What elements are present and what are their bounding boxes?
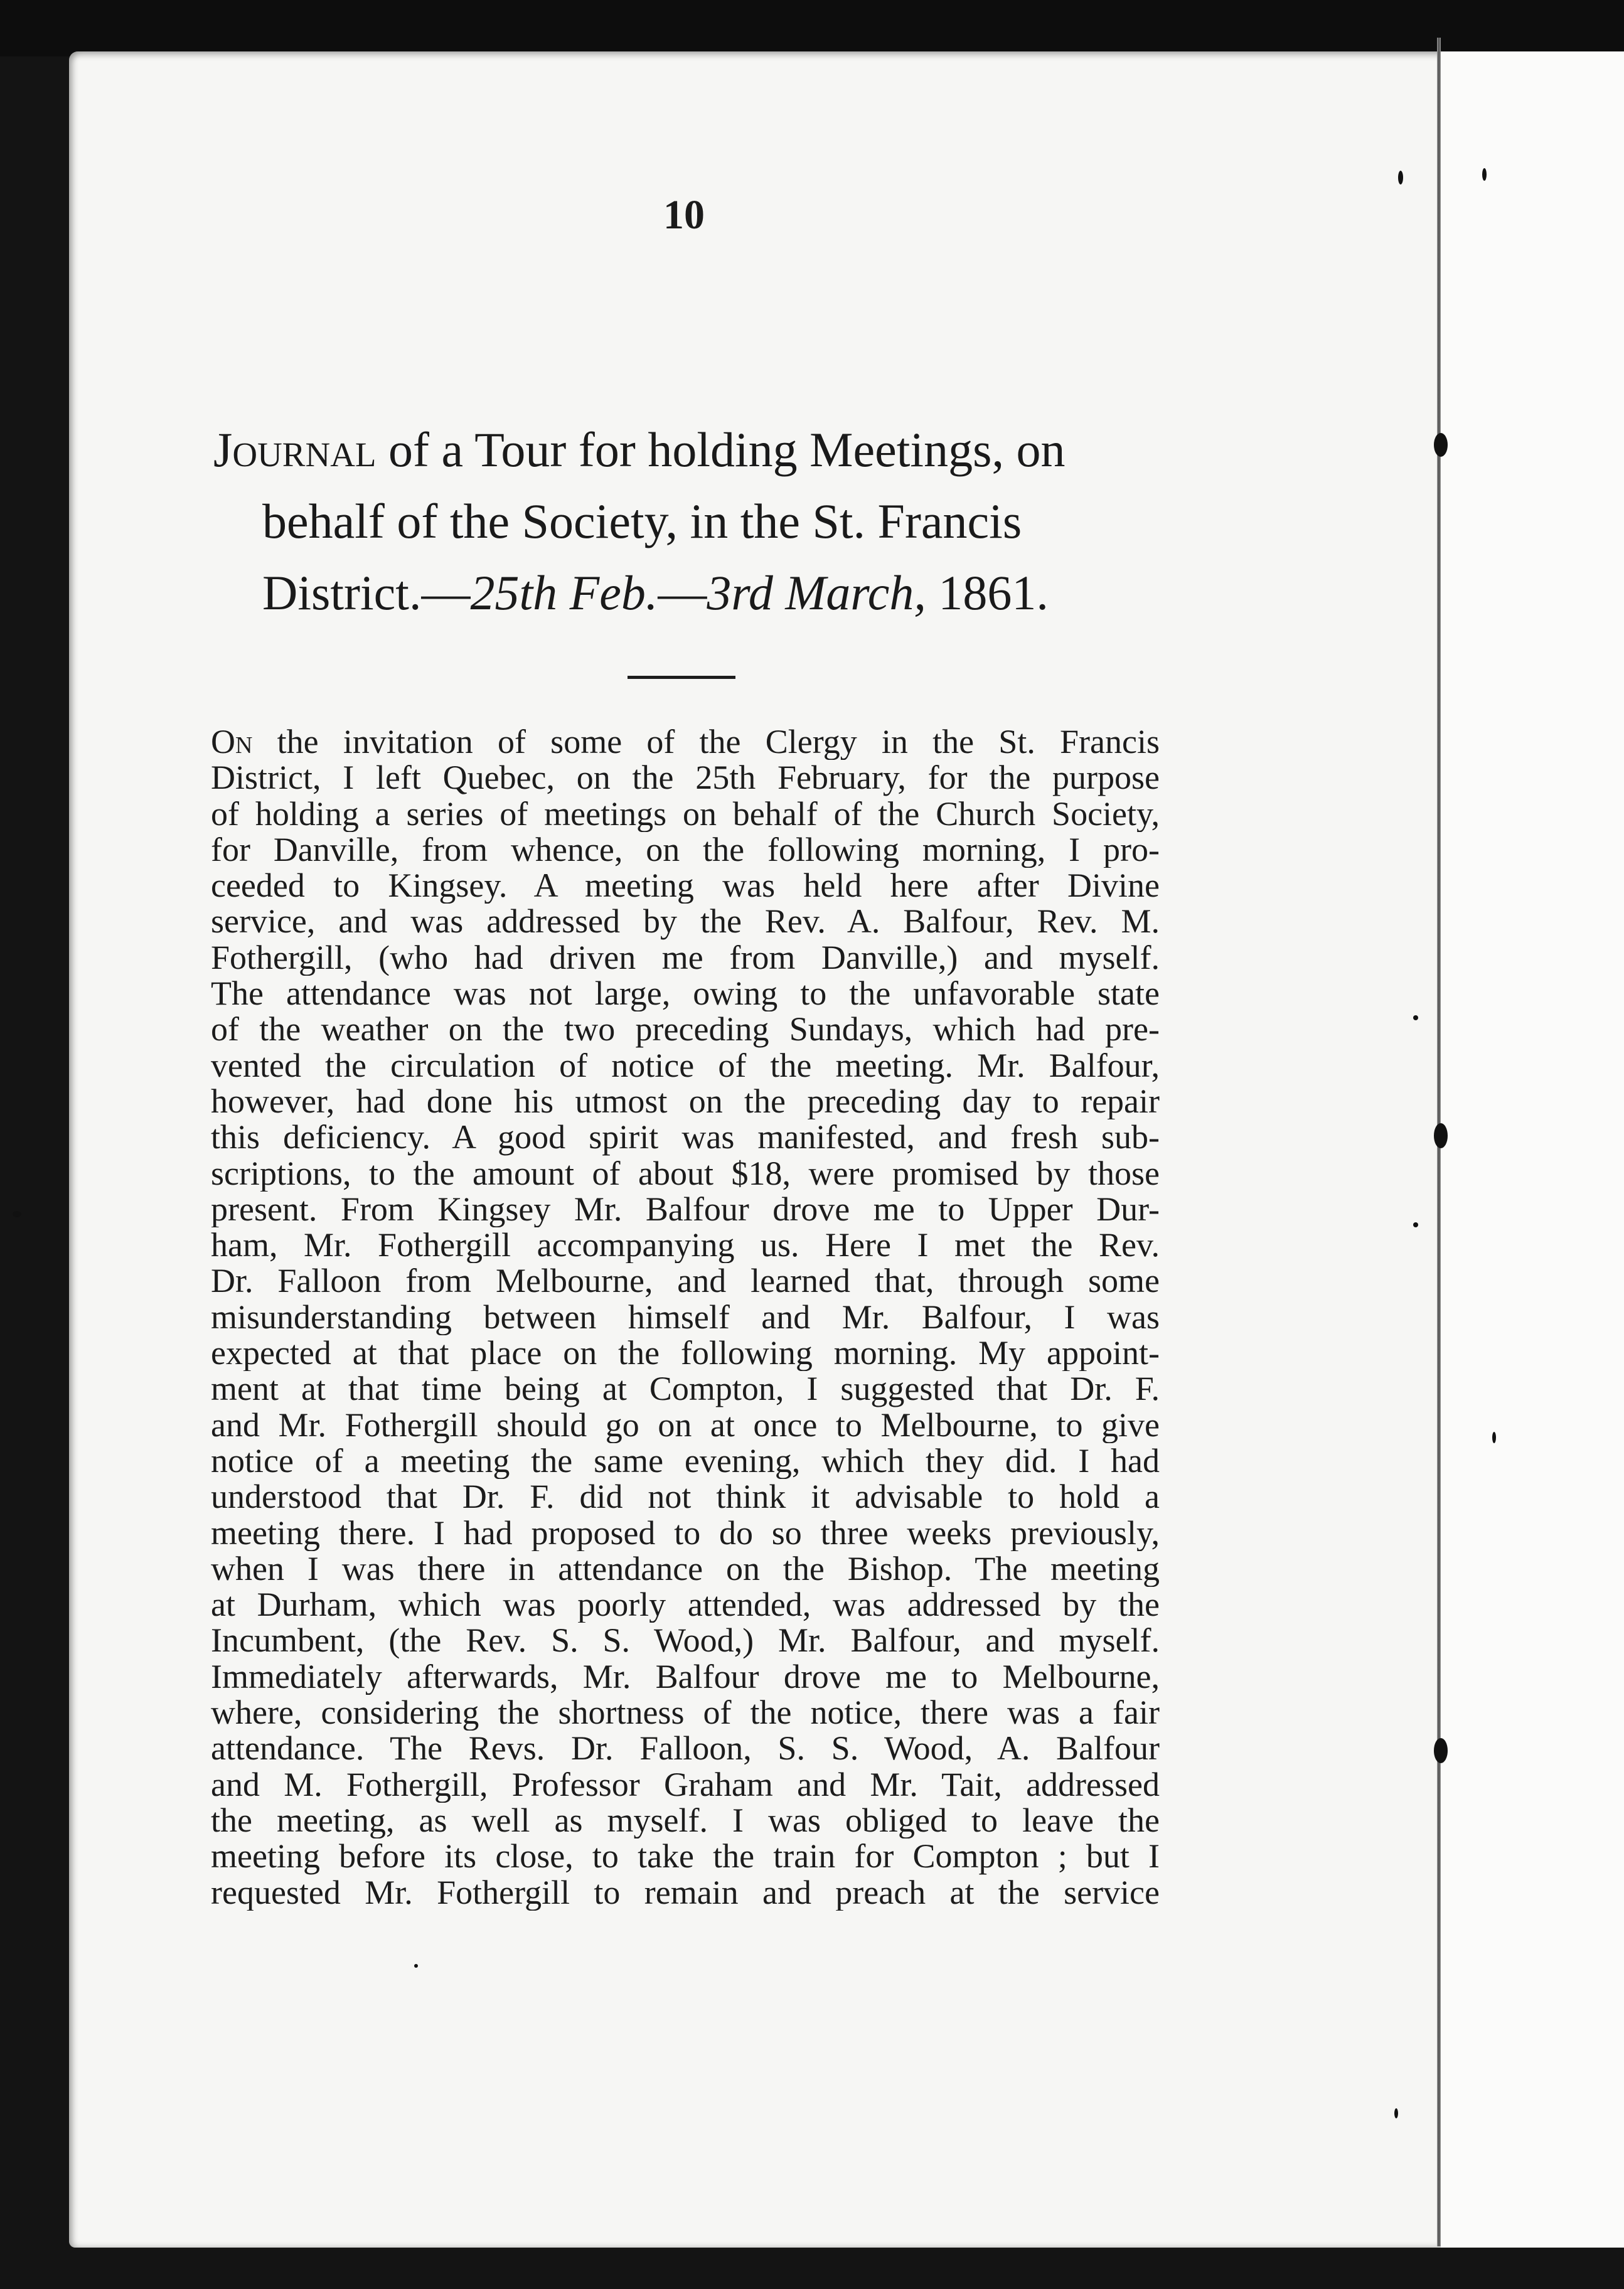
body-line: District, I left Quebec, on the 25th February, for the purpose	[211, 760, 1160, 796]
title-end-date: 3rd March,	[707, 565, 926, 620]
body-line: present. From Kingsey Mr. Balfour drove me to Upper Dur-	[211, 1191, 1160, 1228]
title-year: 1861.	[926, 565, 1049, 620]
title-dash: —	[658, 565, 707, 620]
body-line: the meeting, as well as myself. I was obliged to leave the	[211, 1802, 1160, 1839]
article-body	[211, 724, 1160, 1911]
body-line: Immediately afterwards, Mr. Balfour drove me to Melbourne,	[211, 1658, 1160, 1695]
title-line-1-rest: of a Tour for holding Meetings, on	[376, 422, 1066, 477]
scan-speck	[1398, 171, 1403, 184]
body-line: attendance. The Revs. Dr. Falloon, S. S. Wood, A. Balfour	[211, 1731, 1160, 1767]
scan-speck	[1413, 1222, 1418, 1227]
body-line: misunderstanding between himself and Mr. Balfour, I was	[211, 1299, 1160, 1336]
body-line: vented the circulation of notice of the meeting. Mr. Balfour,	[211, 1047, 1160, 1084]
body-line: at Durham, which was poorly attended, was addressed by the	[211, 1587, 1160, 1623]
body-line: requested Mr. Fothergill to remain and preach at the service	[211, 1874, 1160, 1911]
facing-page-edge	[1441, 51, 1624, 2248]
body-line: ceeded to Kingsey. A meeting was held here after Divine	[211, 868, 1160, 904]
title-line-3	[213, 557, 1155, 629]
scan-speck	[1434, 433, 1448, 457]
body-line: understood that Dr. F. did not think it advisable to hold a	[211, 1479, 1160, 1515]
scan-speck	[1434, 1738, 1448, 1763]
body-line: ham, Mr. Fothergill accompanying us. Here I met the Rev.	[211, 1227, 1160, 1264]
body-line: and M. Fothergill, Professor Graham and Mr. Tait, addressed	[211, 1766, 1160, 1803]
title-divider	[628, 676, 735, 679]
body-line: however, had done his utmost on the preceding day to repair	[211, 1083, 1160, 1120]
body-line: scriptions, to the amount of about $18, were promised by those	[211, 1155, 1160, 1192]
body-line: The attendance was not large, owing to the unfavorable state	[211, 976, 1160, 1012]
body-line: Dr. Falloon from Melbourne, and learned that, through some	[211, 1263, 1160, 1299]
scan-speck	[1394, 2108, 1398, 2118]
body-line: expected at that place on the following morning. My appoint-	[211, 1335, 1160, 1372]
title-line-2: behalf of the Society, in the St. Francis	[262, 494, 1022, 548]
body-line: meeting before its close, to take the train for Compton ; but I	[211, 1838, 1160, 1875]
article-title	[213, 414, 1155, 629]
body-line: meeting there. I had proposed to do so three weeks previously,	[211, 1515, 1160, 1551]
body-line: when I was there in attendance on the Bishop. The meeting	[211, 1550, 1160, 1587]
drop-word: On	[211, 724, 253, 760]
scan-speck	[1413, 1015, 1418, 1020]
body-line: of the weather on the two preceding Sundays, which had pre-	[211, 1011, 1160, 1048]
title-district: District.—	[262, 565, 471, 620]
body-line: Fothergill, (who had driven me from Danville,) and myself.	[211, 939, 1160, 976]
body-line: of holding a series of meetings on behalf of the Church Society,	[211, 796, 1160, 832]
scan-border	[0, 0, 1624, 56]
body-line: ment at that time being at Compton, I suggested that Dr. F.	[211, 1371, 1160, 1407]
body-line: where, considering the shortness of the notice, there was a fair	[211, 1695, 1160, 1731]
scan-speck	[414, 1964, 418, 1968]
body-line: service, and was addressed by the Rev. A. Balfour, Rev. M.	[211, 904, 1160, 940]
body-line: and Mr. Fothergill should go on at once to Melbourne, to give	[211, 1407, 1160, 1443]
page-number: 10	[663, 192, 705, 238]
scan-speck	[1492, 1432, 1496, 1443]
title-start-date: 25th Feb.	[470, 565, 658, 620]
body-line: On the invitation of some of the Clergy in the St. Francis	[211, 724, 1160, 760]
body-line: Incumbent, (the Rev. S. S. Wood,) Mr. Balfour, and myself.	[211, 1623, 1160, 1659]
body-line: notice of a meeting the same evening, which they did. I had	[211, 1443, 1160, 1480]
scan-speck	[13, 1211, 21, 1217]
body-line: for Danville, from whence, on the following morning, I pro-	[211, 831, 1160, 868]
scan-speck	[1482, 168, 1487, 181]
title-lead-word: Journal	[213, 422, 377, 477]
scan-speck	[1434, 1123, 1448, 1148]
title-line-1	[213, 414, 1155, 486]
body-line: this deficiency. A good spirit was manifested, and fresh sub-	[211, 1119, 1160, 1156]
